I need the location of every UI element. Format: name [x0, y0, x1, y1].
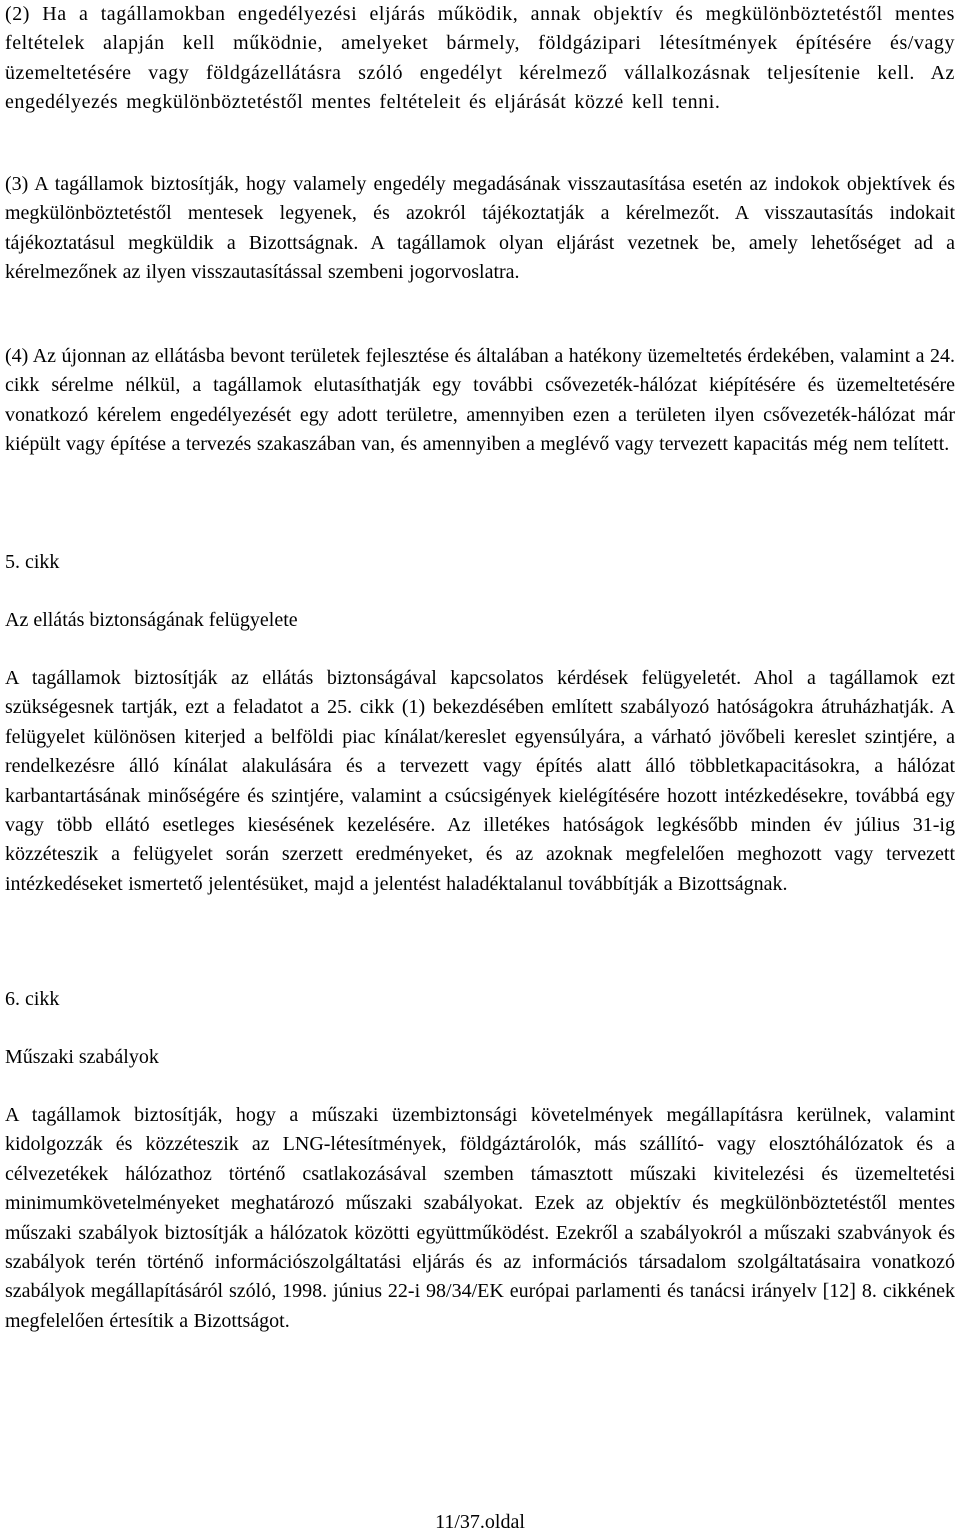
paragraph-2: (2) Ha a tagállamokban engedélyezési eljárás működik, annak objektív és megkülönböztetéstől mentes feltételek alapján kell működnie, amelyeket bármely, földgázipari létesítmények építésére és/vagy üzemeltetésére vagy földgázellátásra szóló engedélyt kérelmező vállalkozásnak teljesítenie kell. Az engedélyezés megkülönböztetéstől mentes feltételeit és eljárását közzé kell tenni.	[5, 3, 955, 114]
article-6-title: Műszaki szabályok	[5, 1046, 159, 1068]
article-5-title: Az ellátás biztonságának felügyelete	[5, 609, 298, 631]
paragraph-3: (3) A tagállamok biztosítják, hogy valamely engedély megadásának visszautasítása esetén az indokok objektívek és megkülönböztetéstől mentesek legyenek, és azokról tájékoztatják a kérelmezőt. A visszautasítás indokait tájékoztatásul megküldik a Bizottságnak. A tagállamok olyan eljárást vezetnek be, amely lehetőséget ad a kérelmezőnek az ilyen visszautasítással szembeni jogorvoslatra.	[5, 173, 955, 284]
article-6-number: 6. cikk	[5, 988, 60, 1010]
paragraph-4: (4) Az újonnan az ellátásba bevont területek fejlesztése és általában a hatékony üzemeltetés érdekében, valamint a 24. cikk sérelme nélkül, a tagállamok elutasíthatják egy további csővezeték-hálózat kiépítésére és üzemeltetésére vonatkozó kérelem engedélyezését egy adott területre, amennyiben ezen a területen ilyen csővezeték-hálózat már kiépült vagy építése a tervezés szakaszában van, és amennyiben a meglévő vagy tervezett kapacitás még nem telített.	[5, 345, 955, 456]
article-5-number: 5. cikk	[5, 551, 60, 573]
article-5-body: A tagállamok biztosítják az ellátás biztonságával kapcsolatos kérdések felügyeletét. Ahol a tagállamok ezt szükségesnek tartják, ezt a feladatot a 25. cikk (1) bekezdésében említett szabályozó hatóságokra átruházhatják. A felügyelet különösen kiterjed a belföldi piac kínálat/kereslet egyensúlyára, a várható jövőbeli kereslet szintjére, a rendelkezésre álló kínálat alakulására és a tervezett vagy építés alatt álló többletkapacitásokra, a hálózat karbantartásának minőségére és szintjére, valamint a csúcsigények kielégítésére hozott intézkedésekre, továbbá egy vagy több ellátó esetleges kiesésének kezelésére. Az illetékes hatóságok legkésőbb minden év július 31-ig közzéteszik a felügyelet során szerzett eredményeket, és az azoknak megfelelően meghozott vagy tervezett intézkedéseket ismertető jelentésüket, majd a jelentést haladéktalanul továbbítják a Bizottságnak.	[5, 667, 955, 895]
page-footer	[0, 1508, 960, 1537]
page-number: 11/37.oldal	[435, 1511, 525, 1533]
article-6-body: A tagállamok biztosítják, hogy a műszaki üzembiztonsági követelmények megállapításra kerülnek, valamint kidolgozzák és közzéteszik az LNG-létesítmények, földgáztárolók, más szállító- vagy elosztóhálózatok és a célvezetékek hálózathoz történő csatlakozásával szemben támasztott műszaki kivitelezési és üzemeltetési minimumkövetelményeket meghatározó műszaki szabályokat. Ezek az objektív és megkülönböztetéstől mentes műszaki szabályok biztosítják a hálózatok közötti együttműködést. Ezekről a szabályokról a műszaki szabványok és szabályok terén történő információszolgáltatási eljárás és az információs társadalom szolgáltatásaira vonatkozó szabályok megállapításáról szóló, 1998. június 22-i 98/34/EK európai parlamenti és tanácsi irányelv [12] 8. cikkének megfelelően értesítik a Bizottságot.	[5, 1104, 955, 1332]
